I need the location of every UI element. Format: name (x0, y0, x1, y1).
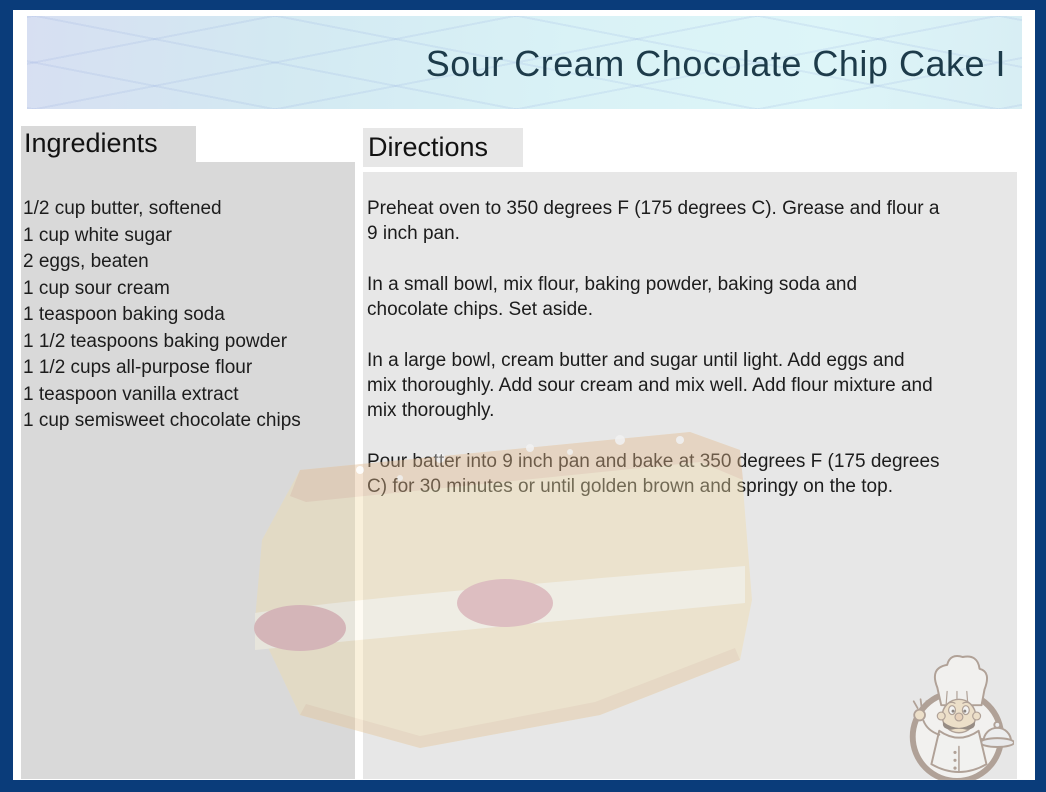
ingredient-item: 2 eggs, beaten (23, 251, 149, 272)
ingredients-heading (21, 126, 196, 162)
direction-paragraph (367, 196, 1017, 246)
direction-line: 9 inch pan. (367, 223, 460, 244)
direction-line: mix thoroughly. Add sour cream and mix well. Add flour mixture and (367, 375, 933, 396)
ingredient-item: 1 1/2 teaspoons baking powder (23, 330, 288, 352)
ingredient-item: 1/2 cup butter, softened (23, 198, 222, 219)
ingredients-panel (21, 162, 355, 779)
page-title: Sour Cream Chocolate Chip Cake I (425, 43, 1006, 84)
direction-paragraph (367, 272, 1017, 322)
direction-line: In a large bowl, cream butter and sugar until light. Add eggs and (367, 350, 905, 371)
ingredient-item: 1 1/2 cups all-purpose flour (23, 357, 253, 378)
directions-heading-label: Directions (368, 132, 489, 162)
direction-line: chocolate chips. Set aside. (367, 299, 594, 320)
title-banner (27, 16, 1022, 109)
ingredient-item: 1 cup white sugar (23, 224, 172, 246)
ingredient-item: 1 teaspoon baking soda (23, 304, 225, 325)
direction-line: mix thoroughly. (367, 400, 495, 421)
direction-line: C) for 30 minutes or until golden brown and springy on the top. (367, 476, 893, 497)
ingredient-item: 1 cup sour cream (23, 277, 170, 299)
directions-heading (363, 128, 523, 167)
direction-line: In a small bowl, mix flour, baking powder, baking soda and (367, 274, 858, 295)
direction-paragraph (367, 449, 1017, 499)
ingredients-heading-label: Ingredients (24, 128, 158, 158)
direction-line: Pour batter into 9 inch pan and bake at 350 degrees F (175 degrees (367, 451, 940, 472)
ingredient-item: 1 teaspoon vanilla extract (23, 383, 239, 405)
directions-panel (363, 172, 1017, 779)
direction-paragraph (367, 348, 1017, 423)
ingredient-item: 1 cup semisweet chocolate chips (23, 410, 301, 431)
direction-line: Preheat oven to 350 degrees F (175 degrees C). Grease and flour a (367, 198, 940, 219)
